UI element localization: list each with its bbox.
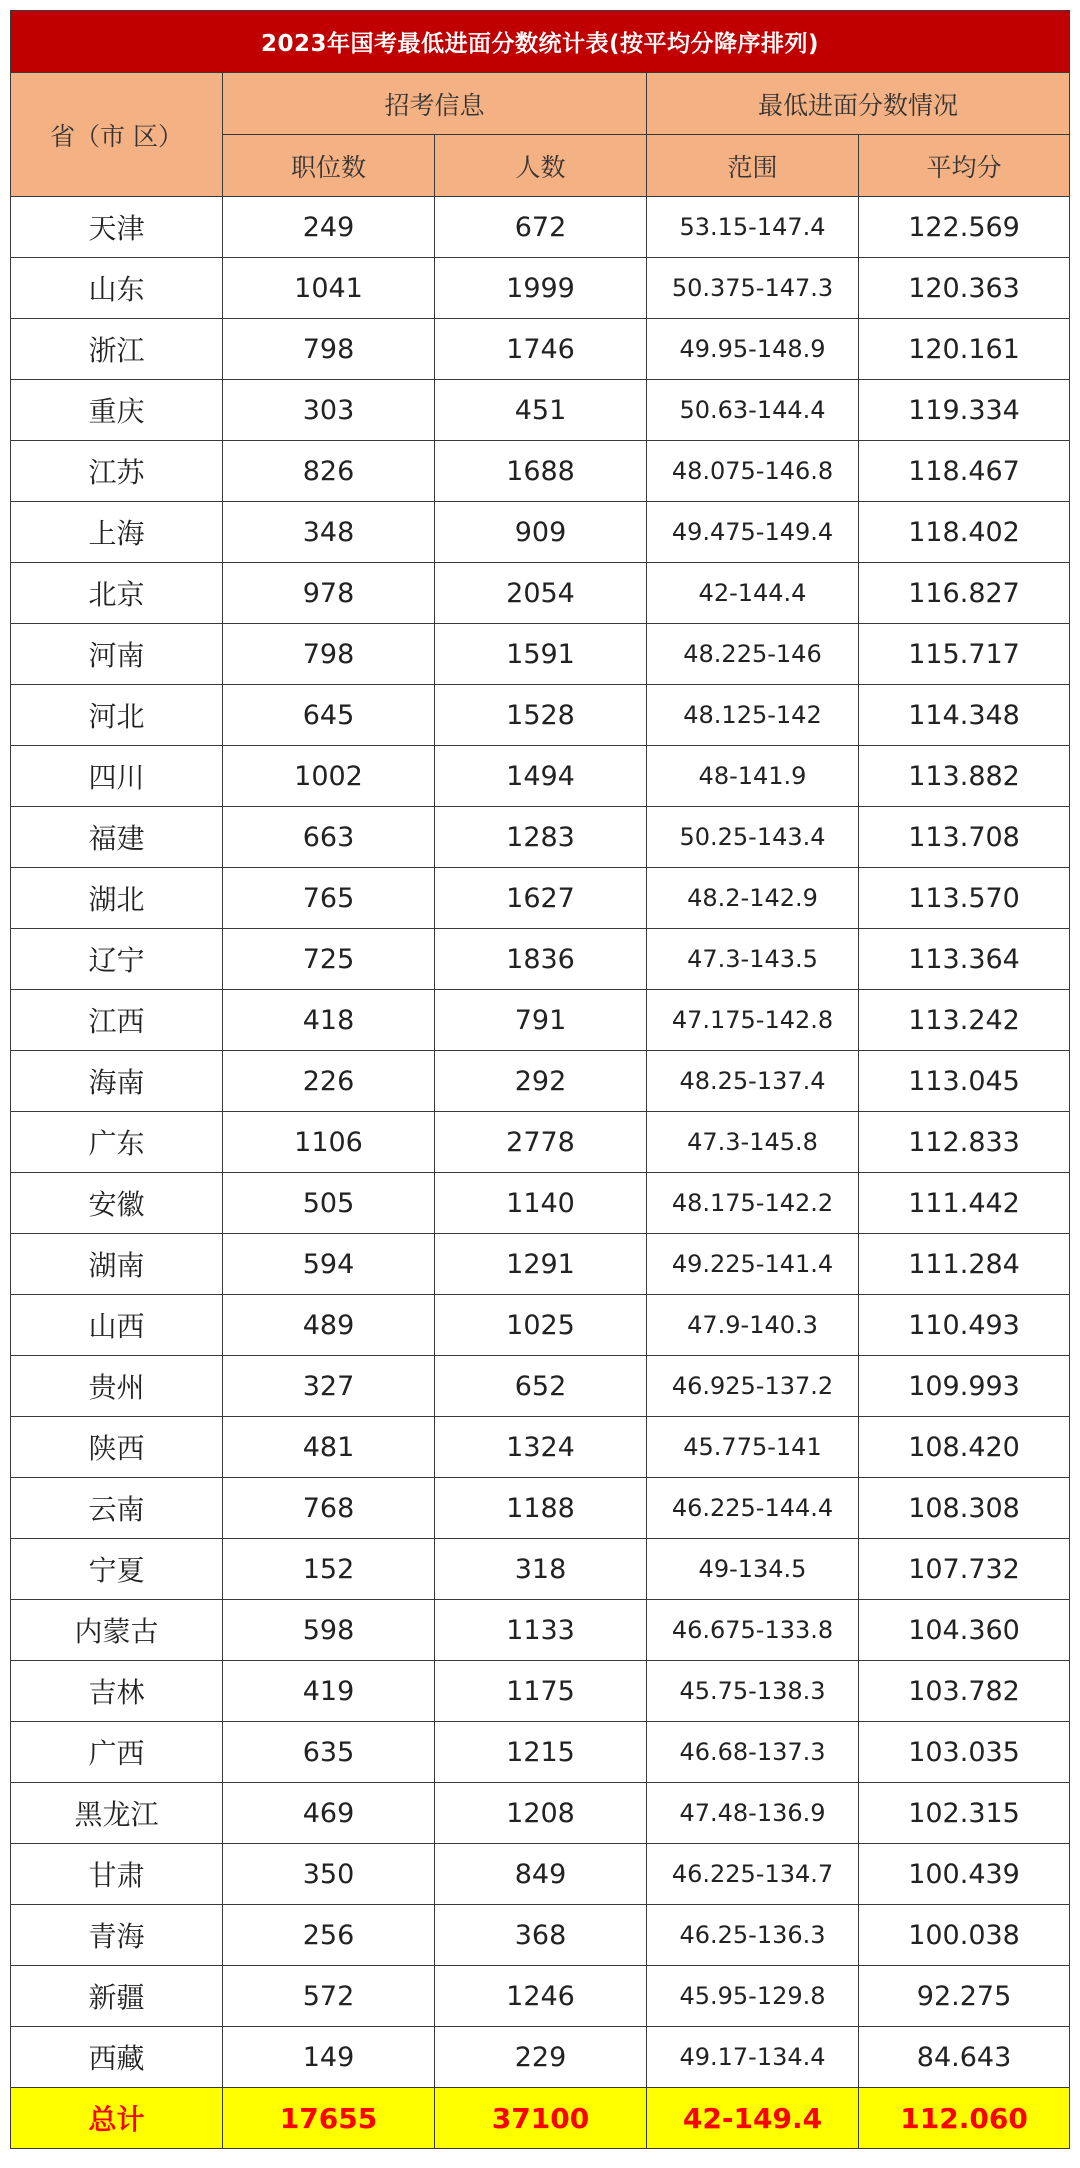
cell-people: 672 (435, 197, 647, 258)
cell-range: 48.225-146 (647, 624, 859, 685)
cell-people: 849 (435, 1844, 647, 1905)
cell-people: 1133 (435, 1600, 647, 1661)
cell-range: 49.225-141.4 (647, 1234, 859, 1295)
cell-range: 47.48-136.9 (647, 1783, 859, 1844)
cell-average: 113.882 (859, 746, 1070, 807)
table-row (11, 624, 1070, 685)
table-row (11, 990, 1070, 1051)
cell-people: 1591 (435, 624, 647, 685)
cell-people: 1688 (435, 441, 647, 502)
cell-average: 115.717 (859, 624, 1070, 685)
cell-average: 103.782 (859, 1661, 1070, 1722)
cell-average: 108.308 (859, 1478, 1070, 1539)
cell-average: 104.360 (859, 1600, 1070, 1661)
header-score-info: 最低进面分数情况 (647, 73, 1070, 135)
cell-positions: 1041 (223, 258, 435, 319)
header-positions: 职位数 (223, 135, 435, 197)
cell-average: 92.275 (859, 1966, 1070, 2027)
cell-average: 100.038 (859, 1905, 1070, 1966)
cell-positions: 1002 (223, 746, 435, 807)
cell-range: 47.3-143.5 (647, 929, 859, 990)
cell-range: 49.17-134.4 (647, 2027, 859, 2088)
cell-people: 2778 (435, 1112, 647, 1173)
cell-positions: 768 (223, 1478, 435, 1539)
cell-people: 1324 (435, 1417, 647, 1478)
cell-province: 辽宁 (11, 929, 223, 990)
cell-people: 229 (435, 2027, 647, 2088)
cell-province: 黑龙江 (11, 1783, 223, 1844)
cell-range: 49-134.5 (647, 1539, 859, 1600)
table-row (11, 685, 1070, 746)
title-row (11, 11, 1070, 73)
cell-average: 116.827 (859, 563, 1070, 624)
cell-average: 113.364 (859, 929, 1070, 990)
cell-positions: 663 (223, 807, 435, 868)
cell-range: 45.95-129.8 (647, 1966, 859, 2027)
cell-people: 1188 (435, 1478, 647, 1539)
cell-province: 山西 (11, 1295, 223, 1356)
cell-people: 1140 (435, 1173, 647, 1234)
cell-people: 1746 (435, 319, 647, 380)
cell-people: 1175 (435, 1661, 647, 1722)
cell-positions: 826 (223, 441, 435, 502)
cell-average: 114.348 (859, 685, 1070, 746)
table-row (11, 1966, 1070, 2027)
cell-people: 909 (435, 502, 647, 563)
cell-positions: 226 (223, 1051, 435, 1112)
total-range: 42-149.4 (647, 2088, 859, 2149)
score-statistics-sheet (10, 10, 1069, 2149)
cell-range: 47.9-140.3 (647, 1295, 859, 1356)
table-row (11, 807, 1070, 868)
cell-people: 1025 (435, 1295, 647, 1356)
cell-province: 河北 (11, 685, 223, 746)
cell-province: 广东 (11, 1112, 223, 1173)
table-row (11, 1600, 1070, 1661)
cell-people: 1291 (435, 1234, 647, 1295)
cell-range: 45.75-138.3 (647, 1661, 859, 1722)
table-row (11, 563, 1070, 624)
cell-province: 北京 (11, 563, 223, 624)
header-province: 省（市 区） (11, 73, 223, 197)
cell-province: 安徽 (11, 1173, 223, 1234)
table-row (11, 1173, 1070, 1234)
cell-province: 新疆 (11, 1966, 223, 2027)
table-row (11, 1844, 1070, 1905)
cell-province: 甘肃 (11, 1844, 223, 1905)
cell-average: 113.242 (859, 990, 1070, 1051)
cell-positions: 327 (223, 1356, 435, 1417)
total-average: 112.060 (859, 2088, 1070, 2149)
cell-positions: 572 (223, 1966, 435, 2027)
cell-range: 50.375-147.3 (647, 258, 859, 319)
cell-positions: 149 (223, 2027, 435, 2088)
total-positions: 17655 (223, 2088, 435, 2149)
cell-province: 湖南 (11, 1234, 223, 1295)
cell-range: 46.675-133.8 (647, 1600, 859, 1661)
cell-positions: 645 (223, 685, 435, 746)
header-people: 人数 (435, 135, 647, 197)
cell-positions: 798 (223, 624, 435, 685)
cell-people: 368 (435, 1905, 647, 1966)
cell-average: 113.570 (859, 868, 1070, 929)
cell-people: 1215 (435, 1722, 647, 1783)
cell-province: 湖北 (11, 868, 223, 929)
cell-positions: 765 (223, 868, 435, 929)
table-row (11, 380, 1070, 441)
cell-province: 浙江 (11, 319, 223, 380)
cell-province: 上海 (11, 502, 223, 563)
table-row (11, 197, 1070, 258)
table-row (11, 1722, 1070, 1783)
cell-average: 113.708 (859, 807, 1070, 868)
cell-positions: 469 (223, 1783, 435, 1844)
cell-positions: 418 (223, 990, 435, 1051)
cell-average: 120.161 (859, 319, 1070, 380)
cell-people: 1283 (435, 807, 647, 868)
table-row (11, 1112, 1070, 1173)
table-body (11, 197, 1070, 2088)
cell-average: 111.284 (859, 1234, 1070, 1295)
cell-range: 47.175-142.8 (647, 990, 859, 1051)
cell-people: 1208 (435, 1783, 647, 1844)
table-row (11, 258, 1070, 319)
cell-average: 118.467 (859, 441, 1070, 502)
cell-average: 118.402 (859, 502, 1070, 563)
table-row (11, 929, 1070, 990)
cell-positions: 978 (223, 563, 435, 624)
table-title: 2023年国考最低进面分数统计表(按平均分降序排列) (11, 11, 1070, 73)
cell-province: 宁夏 (11, 1539, 223, 1600)
table-row (11, 2027, 1070, 2088)
cell-province: 内蒙古 (11, 1600, 223, 1661)
cell-positions: 256 (223, 1905, 435, 1966)
table-row (11, 868, 1070, 929)
table-row (11, 1051, 1070, 1112)
cell-province: 四川 (11, 746, 223, 807)
cell-range: 49.95-148.9 (647, 319, 859, 380)
cell-positions: 598 (223, 1600, 435, 1661)
cell-average: 122.569 (859, 197, 1070, 258)
cell-people: 2054 (435, 563, 647, 624)
header-row-1 (11, 73, 1070, 135)
header-average: 平均分 (859, 135, 1070, 197)
cell-people: 451 (435, 380, 647, 441)
cell-range: 48.125-142 (647, 685, 859, 746)
cell-province: 福建 (11, 807, 223, 868)
cell-people: 292 (435, 1051, 647, 1112)
cell-average: 119.334 (859, 380, 1070, 441)
cell-positions: 348 (223, 502, 435, 563)
cell-range: 48.075-146.8 (647, 441, 859, 502)
total-people: 37100 (435, 2088, 647, 2149)
cell-average: 120.363 (859, 258, 1070, 319)
cell-positions: 594 (223, 1234, 435, 1295)
table-row (11, 1783, 1070, 1844)
cell-average: 112.833 (859, 1112, 1070, 1173)
cell-province: 云南 (11, 1478, 223, 1539)
cell-average: 111.442 (859, 1173, 1070, 1234)
cell-range: 46.225-134.7 (647, 1844, 859, 1905)
total-label: 总计 (11, 2088, 223, 2149)
cell-average: 109.993 (859, 1356, 1070, 1417)
table-row (11, 1295, 1070, 1356)
table-row (11, 1539, 1070, 1600)
table-row (11, 1234, 1070, 1295)
cell-province: 重庆 (11, 380, 223, 441)
cell-average: 110.493 (859, 1295, 1070, 1356)
cell-positions: 303 (223, 380, 435, 441)
cell-positions: 1106 (223, 1112, 435, 1173)
cell-range: 46.925-137.2 (647, 1356, 859, 1417)
cell-province: 江西 (11, 990, 223, 1051)
cell-people: 652 (435, 1356, 647, 1417)
cell-province: 广西 (11, 1722, 223, 1783)
cell-range: 49.475-149.4 (647, 502, 859, 563)
cell-range: 46.225-144.4 (647, 1478, 859, 1539)
cell-positions: 152 (223, 1539, 435, 1600)
cell-average: 100.439 (859, 1844, 1070, 1905)
cell-range: 48.2-142.9 (647, 868, 859, 929)
table-row (11, 441, 1070, 502)
cell-positions: 481 (223, 1417, 435, 1478)
cell-province: 西藏 (11, 2027, 223, 2088)
cell-average: 84.643 (859, 2027, 1070, 2088)
cell-average: 103.035 (859, 1722, 1070, 1783)
cell-positions: 798 (223, 319, 435, 380)
header-recruit-info: 招考信息 (223, 73, 647, 135)
cell-province: 天津 (11, 197, 223, 258)
score-table (10, 10, 1070, 2149)
cell-people: 791 (435, 990, 647, 1051)
table-row (11, 746, 1070, 807)
cell-positions: 725 (223, 929, 435, 990)
cell-range: 42-144.4 (647, 563, 859, 624)
cell-positions: 419 (223, 1661, 435, 1722)
table-row (11, 1905, 1070, 1966)
cell-positions: 489 (223, 1295, 435, 1356)
table-row (11, 1356, 1070, 1417)
cell-province: 江苏 (11, 441, 223, 502)
cell-people: 1246 (435, 1966, 647, 2027)
cell-range: 47.3-145.8 (647, 1112, 859, 1173)
cell-range: 46.25-136.3 (647, 1905, 859, 1966)
cell-people: 318 (435, 1539, 647, 1600)
cell-average: 108.420 (859, 1417, 1070, 1478)
cell-province: 山东 (11, 258, 223, 319)
cell-province: 吉林 (11, 1661, 223, 1722)
cell-people: 1999 (435, 258, 647, 319)
cell-average: 102.315 (859, 1783, 1070, 1844)
cell-range: 48.175-142.2 (647, 1173, 859, 1234)
cell-average: 107.732 (859, 1539, 1070, 1600)
cell-province: 河南 (11, 624, 223, 685)
table-row (11, 1478, 1070, 1539)
cell-positions: 635 (223, 1722, 435, 1783)
table-row (11, 319, 1070, 380)
cell-range: 45.775-141 (647, 1417, 859, 1478)
cell-people: 1836 (435, 929, 647, 990)
cell-range: 48-141.9 (647, 746, 859, 807)
cell-province: 青海 (11, 1905, 223, 1966)
table-row (11, 1417, 1070, 1478)
cell-range: 50.25-143.4 (647, 807, 859, 868)
table-row (11, 1661, 1070, 1722)
cell-average: 113.045 (859, 1051, 1070, 1112)
cell-range: 53.15-147.4 (647, 197, 859, 258)
cell-people: 1528 (435, 685, 647, 746)
header-range: 范围 (647, 135, 859, 197)
cell-positions: 505 (223, 1173, 435, 1234)
table-row (11, 502, 1070, 563)
cell-range: 46.68-137.3 (647, 1722, 859, 1783)
cell-province: 贵州 (11, 1356, 223, 1417)
cell-people: 1494 (435, 746, 647, 807)
cell-people: 1627 (435, 868, 647, 929)
cell-range: 48.25-137.4 (647, 1051, 859, 1112)
cell-positions: 249 (223, 197, 435, 258)
cell-province: 海南 (11, 1051, 223, 1112)
cell-range: 50.63-144.4 (647, 380, 859, 441)
total-row (11, 2088, 1070, 2149)
cell-province: 陕西 (11, 1417, 223, 1478)
cell-positions: 350 (223, 1844, 435, 1905)
